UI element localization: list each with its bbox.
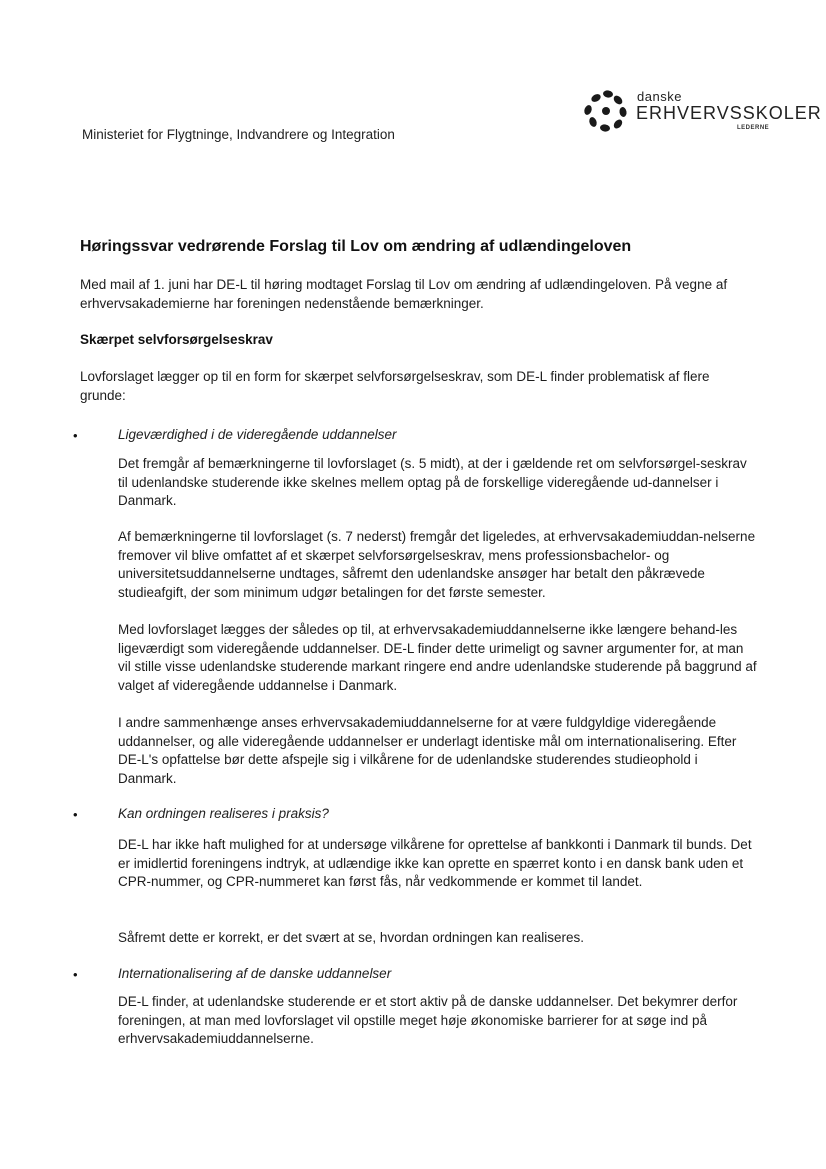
paragraph: Med lovforslaget lægges der således op til, at erhvervsakademiuddannelserne ikke længere behand-les ligeværdigt som videregående uddannelser. DE-L finder dette urimeligt og savner argumenter for, at man vil stille visse udenlandske studerende markant ringere end andre udenlandske studerende på baggrund af valget af videregående uddannelse i Danmark. <box>118 622 757 693</box>
bullet-marker: • <box>73 807 78 822</box>
paragraph: DE-L har ikke haft mulighed for at undersøge vilkårene for oprettelse af bankkonti i Danmark til bunds. Det er imidlertid foreningens indtryk, at udlændige ikke kan oprette en spærret konto i en dansk bank uden et CPR-nummer, og CPR-nummeret kan først fås, når vedkommende er kommet til landet. <box>118 837 752 889</box>
intro-paragraph: Med mail af 1. juni har DE-L til høring modtaget Forslag til Lov om ændring af udlændingeloven. På vegne af erhvervsakademierne har foreningen nedenstående bemærkninger. <box>80 277 728 311</box>
paragraph: Det fremgår af bemærkningerne til lovforslaget (s. 5 midt), at der i gældende ret om selvforsørgel-seskrav til udenlandske studerende ikke skelnes mellem optag på de forskellige videregående ud-dannelser i Danmark. <box>118 456 747 508</box>
bullet-title-ligevaerdighed: Ligeværdighed i de videregående uddannelser <box>118 427 397 442</box>
section-heading: Skærpet selvforsørgelseskrav <box>80 332 273 347</box>
paragraph: Af bemærkningerne til lovforslaget (s. 7 nederst) fremgår det ligeledes, at erhvervsakademiuddan-nelserne fremover vil blive omfattet af et skærpet selvforsørgelseskrav, mens professionsbachelor- og universitetsuddannelserne undtages, såfremt den udenlandske ansøger har betalt den påkrævede studieafgift, der som minimum udgør betalingen for det første semester. <box>118 529 756 600</box>
recipient: Ministeriet for Flygtninge, Indvandrere og Integration <box>82 127 395 142</box>
paragraph: DE-L finder, at udenlandske studerende er et stort aktiv på de danske uddannelser. Det bekymrer derfor foreningen, at man med lovforslaget vil opstille meget høje økonomiske barrierer for at søge ind på erhvervsakademiuddannelserne. <box>118 994 738 1046</box>
logo-text-danske: danske <box>637 89 682 104</box>
logo-mark-icon <box>582 88 634 138</box>
bullet-marker: • <box>73 967 78 982</box>
bullet-marker: • <box>73 428 78 443</box>
lead-paragraph: Lovforslaget lægger op til en form for skærpet selvforsørgelseskrav, som DE-L finder problematisk af flere grunde: <box>80 369 710 403</box>
logo-text-erhvervsskoler: ERHVERVSSKOLER <box>636 103 822 123</box>
document-title: Høringssvar vedrørende Forslag til Lov om ændring af udlændingeloven <box>80 238 632 255</box>
logo-text-lederne: LEDERNE <box>737 125 770 131</box>
paragraph: Såfremt dette er korrekt, er det svært at se, hvordan ordningen kan realiseres. <box>118 930 584 945</box>
bullet-title-internationalisering: Internationalisering af de danske uddannelser <box>118 966 392 981</box>
bullet-title-ordningen: Kan ordningen realiseres i praksis? <box>118 806 329 821</box>
paragraph: I andre sammenhænge anses erhvervsakademiuddannelserne for at være fuldgyldige videregående uddannelser, og alle videregående uddannelser er underlagt identiske mål om internationalisering. Efter DE-L's opfattelse bør dette afspejle sig i vilkårene for de udenlandske studerendes studieophold i Danmark. <box>118 715 737 786</box>
organization-logo <box>582 88 822 140</box>
